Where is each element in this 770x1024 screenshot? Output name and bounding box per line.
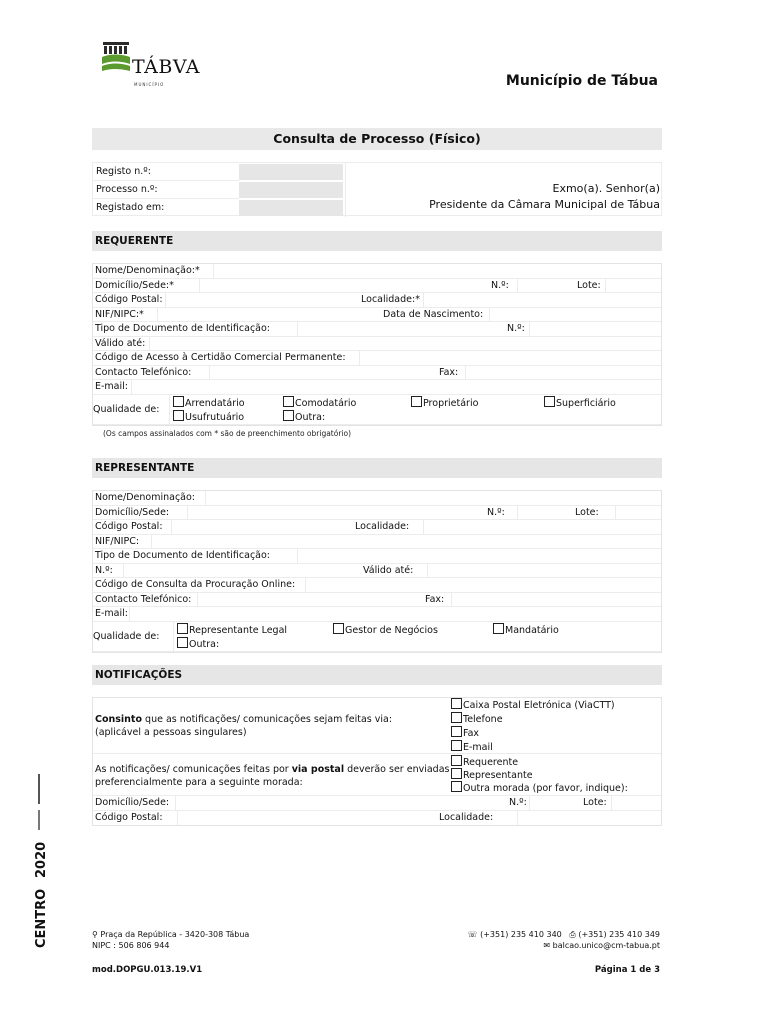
rep-numero2-field[interactable] [123,564,359,578]
rep-domicilio-label: Domicílio/Sede: [95,506,170,518]
page-number: Página 1 de 3 [594,965,660,975]
req-localidade-label: Localidade:* [361,294,420,305]
notif-localidade-field[interactable] [517,811,663,825]
rep-fax-label: Fax: [425,593,445,605]
location-pin-icon: ⚲ [92,930,98,939]
req-opt-arrendatario[interactable] [173,396,245,409]
req-opt-usufrutuario[interactable] [173,410,244,423]
footer-right [468,929,660,951]
req-numero-field[interactable] [517,279,573,293]
req-email-field[interactable] [131,380,663,394]
req-cp-field[interactable] [165,293,355,307]
morada-opt-requerente[interactable] [451,755,518,768]
notif-numero-label: N.º: [509,797,527,808]
via-opt-email[interactable] [451,740,493,753]
checkbox[interactable] [177,623,188,634]
notif-numero-field[interactable] [529,796,579,810]
logo-subtitle: MUNICÍPIO [134,82,165,87]
centro2020-logo [30,770,52,950]
document-title: Consulta de Processo (Físico) [92,128,662,150]
checkbox[interactable] [451,726,462,737]
rep-procuracao-field[interactable] [305,578,663,592]
rep-procuracao-label: Código de Consulta da Procuração Online: [95,579,296,590]
req-domicilio-label: Domicílio/Sede:* [95,279,174,291]
opt-label: Superficiário [556,397,616,409]
registado-label: Registado em: [96,202,165,213]
req-numero-label: N.º: [491,279,509,291]
notificacoes-form [92,697,662,826]
req-lote-field[interactable] [605,279,663,293]
req-opt-superficiario[interactable] [544,396,616,409]
via-opt-viactt[interactable] [451,698,615,711]
registo-label: Registo n.º: [93,163,239,181]
mandatory-note: (Os campos assinalados com * são de preenchimento obrigatório) [103,429,352,438]
rep-lote-label: Lote: [575,506,599,518]
req-opt-comodatario[interactable] [283,396,356,409]
rep-numero2-label: N.º: [95,564,113,576]
req-valido-label: Válido até: [95,337,146,349]
checkbox[interactable] [451,755,462,766]
rep-telefone-field[interactable] [197,593,421,607]
checkbox[interactable] [333,623,344,634]
municipality-title: Município de Tábua [505,73,658,89]
req-opt-outra[interactable] [283,410,325,423]
req-cp-label: Código Postal: [95,294,163,305]
checkbox[interactable] [451,768,462,779]
rep-qualidade-label: Qualidade de: [93,630,160,642]
checkbox[interactable] [283,396,294,407]
side-logo-centro: CENTRO [34,888,49,948]
rep-domicilio-field[interactable] [187,506,483,520]
postal-pre: As notificações/ comunicações feitas por [95,764,292,775]
rep-email-label: E-mail: [95,608,128,619]
form-code: mod.DOPGU.013.19.V1 [92,965,203,975]
fax-icon: ⎙ [569,930,576,939]
opt-label: Mandatário [505,624,559,636]
notif-cp-field[interactable] [177,811,435,825]
notif-domicilio-label: Domicílio/Sede: [95,797,170,808]
checkbox[interactable] [451,712,462,723]
req-localidade-field[interactable] [423,293,663,307]
footer-fax: (+351) 235 410 349 [578,930,660,939]
footer-address: Praça da República - 3420-308 Tábua [100,930,250,939]
rep-cp-label: Código Postal: [95,521,163,532]
req-domicilio-field[interactable] [199,279,489,293]
opt-label: Fax [463,728,480,739]
postal-line2: preferencialmente para a seguinte morada: [95,776,303,788]
opt-label: Proprietário [423,397,479,409]
phone-icon: ☏ [467,930,478,939]
rep-numero-label: N.º: [487,506,505,518]
registo-box [92,162,662,216]
registado-field[interactable] [239,200,343,216]
checkbox[interactable] [173,410,184,421]
notif-lote-label: Lote: [583,797,607,808]
footer-nipc: NIPC : 506 806 944 [92,941,170,950]
rep-valido-label: Válido até: [363,564,414,576]
req-telefone-field[interactable] [209,366,435,380]
rep-nif-field[interactable] [151,535,663,549]
req-lote-label: Lote: [577,279,601,291]
rep-fax-field[interactable] [451,593,663,607]
rep-tipodoc-field[interactable] [297,549,663,563]
postal-post: deverão ser enviadas [344,764,450,775]
checkbox[interactable] [283,410,294,421]
opt-label: Usufrutuário [185,411,245,423]
checkbox[interactable] [493,623,504,634]
addressee-cell [345,163,663,217]
qual-divider [173,622,174,652]
rep-tipodoc-label: Tipo de Documento de Identificação: [95,550,270,561]
rep-numero-field[interactable] [517,506,573,520]
rep-lote-field[interactable] [615,506,663,520]
representante-form [92,490,662,653]
opt-label: Gestor de Negócios [345,624,438,636]
opt-label: Telefone [463,714,503,725]
rep-localidade-label: Localidade: [355,521,410,532]
req-numero2-field[interactable] [529,322,663,336]
section-requerente: REQUERENTE [92,231,662,251]
notif-domicilio-field[interactable] [175,796,505,810]
req-codigo-acesso-label: Código de Acesso à Certidão Comercial Permanente: [95,352,346,363]
req-fax-field[interactable] [465,366,663,380]
req-telefone-label: Contacto Telefónico: [95,366,192,378]
notif-lote-field[interactable] [611,796,663,810]
checkbox[interactable] [451,781,462,792]
rep-nome-field[interactable] [205,491,663,505]
opt-label: Outra morada (por favor, indique): [463,783,628,794]
addressee-line1: Exmo(a). Senhor(a) [552,182,660,195]
footer-email[interactable]: balcao.unico@cm-tabua.pt [552,941,660,950]
via-opt-telefone[interactable] [451,712,503,725]
via-opt-fax[interactable] [451,726,479,739]
req-tipodoc-label: Tipo de Documento de Identificação: [95,323,270,334]
addressee-line2: Presidente da Câmara Municipal de Tábua [429,198,660,211]
rep-cp-field[interactable] [171,520,351,534]
consinto-text: que as notificações/ comunicações sejam feitas via: [142,714,393,725]
req-valido-field[interactable] [149,337,663,351]
rep-opt-gestor[interactable] [333,623,438,636]
req-nome-label: Nome/Denominação:* [95,265,200,276]
email-icon: ✉ [543,941,551,950]
rep-nome-label: Nome/Denominação: [95,492,196,503]
rep-valido-field[interactable] [427,564,663,578]
opt-label: Comodatário [295,397,357,409]
req-nome-field[interactable] [213,264,663,278]
rep-localidade-field[interactable] [423,520,663,534]
registo-field[interactable] [239,164,343,180]
side-logo-2020: 2020 [34,841,49,878]
morada-opt-outra[interactable] [451,781,628,794]
opt-label: Arrendatário [185,397,245,409]
qual-divider [169,395,170,425]
checkbox[interactable] [411,396,422,407]
rep-telefone-label: Contacto Telefónico: [95,593,192,605]
req-codigo-acesso-field[interactable] [359,351,663,365]
processo-field[interactable] [239,182,343,198]
req-nascimento-field[interactable] [489,308,663,322]
req-nif-field[interactable] [157,308,377,322]
checkbox[interactable] [451,740,462,751]
opt-label: Caixa Postal Eletrónica (ViaCTT) [463,700,615,711]
rep-nif-label: NIF/NIPC: [95,535,140,547]
req-qualidade-label: Qualidade de: [93,403,160,415]
opt-label: Outra: [295,411,326,423]
req-email-label: E-mail: [95,381,128,392]
req-opt-proprietario[interactable] [411,396,478,409]
rep-opt-outra[interactable] [177,637,219,650]
rep-opt-representante-legal[interactable] [177,623,287,636]
consinto-line2: (aplicável a pessoas singulares) [95,726,247,738]
footer-left [92,929,249,951]
checkbox[interactable] [177,637,188,648]
req-nascimento-label: Data de Nascimento: [383,308,484,320]
rep-opt-mandatario[interactable] [493,623,559,636]
opt-label: Representante Legal [189,624,288,636]
req-tipodoc-field[interactable] [297,322,505,336]
opt-label: E-mail [463,742,493,753]
rep-email-field[interactable] [129,607,663,621]
section-representante: REPRESENTANTE [92,458,662,478]
morada-opt-representante[interactable] [451,768,533,781]
processo-label: Processo n.º: [93,181,239,199]
req-fax-label: Fax: [439,366,459,378]
postal-bold: via postal [291,764,345,775]
checkbox[interactable] [451,698,462,709]
logo-text: TÁBVA [132,56,200,78]
section-notificacoes: NOTIFICAÇÕES [92,665,662,685]
opt-label: Requerente [463,757,519,768]
requerente-form [92,263,662,426]
footer-phone: (+351) 235 410 340 [480,930,562,939]
checkbox[interactable] [544,396,555,407]
opt-label: Outra: [189,638,220,650]
req-nif-label: NIF/NIPC:* [95,308,144,320]
consinto-bold: Consinto [95,714,143,725]
notif-cp-label: Código Postal: [95,811,163,823]
req-numero2-label: N.º: [507,323,525,334]
checkbox[interactable] [173,396,184,407]
opt-label: Representante [463,770,533,781]
notif-localidade-label: Localidade: [439,811,494,823]
